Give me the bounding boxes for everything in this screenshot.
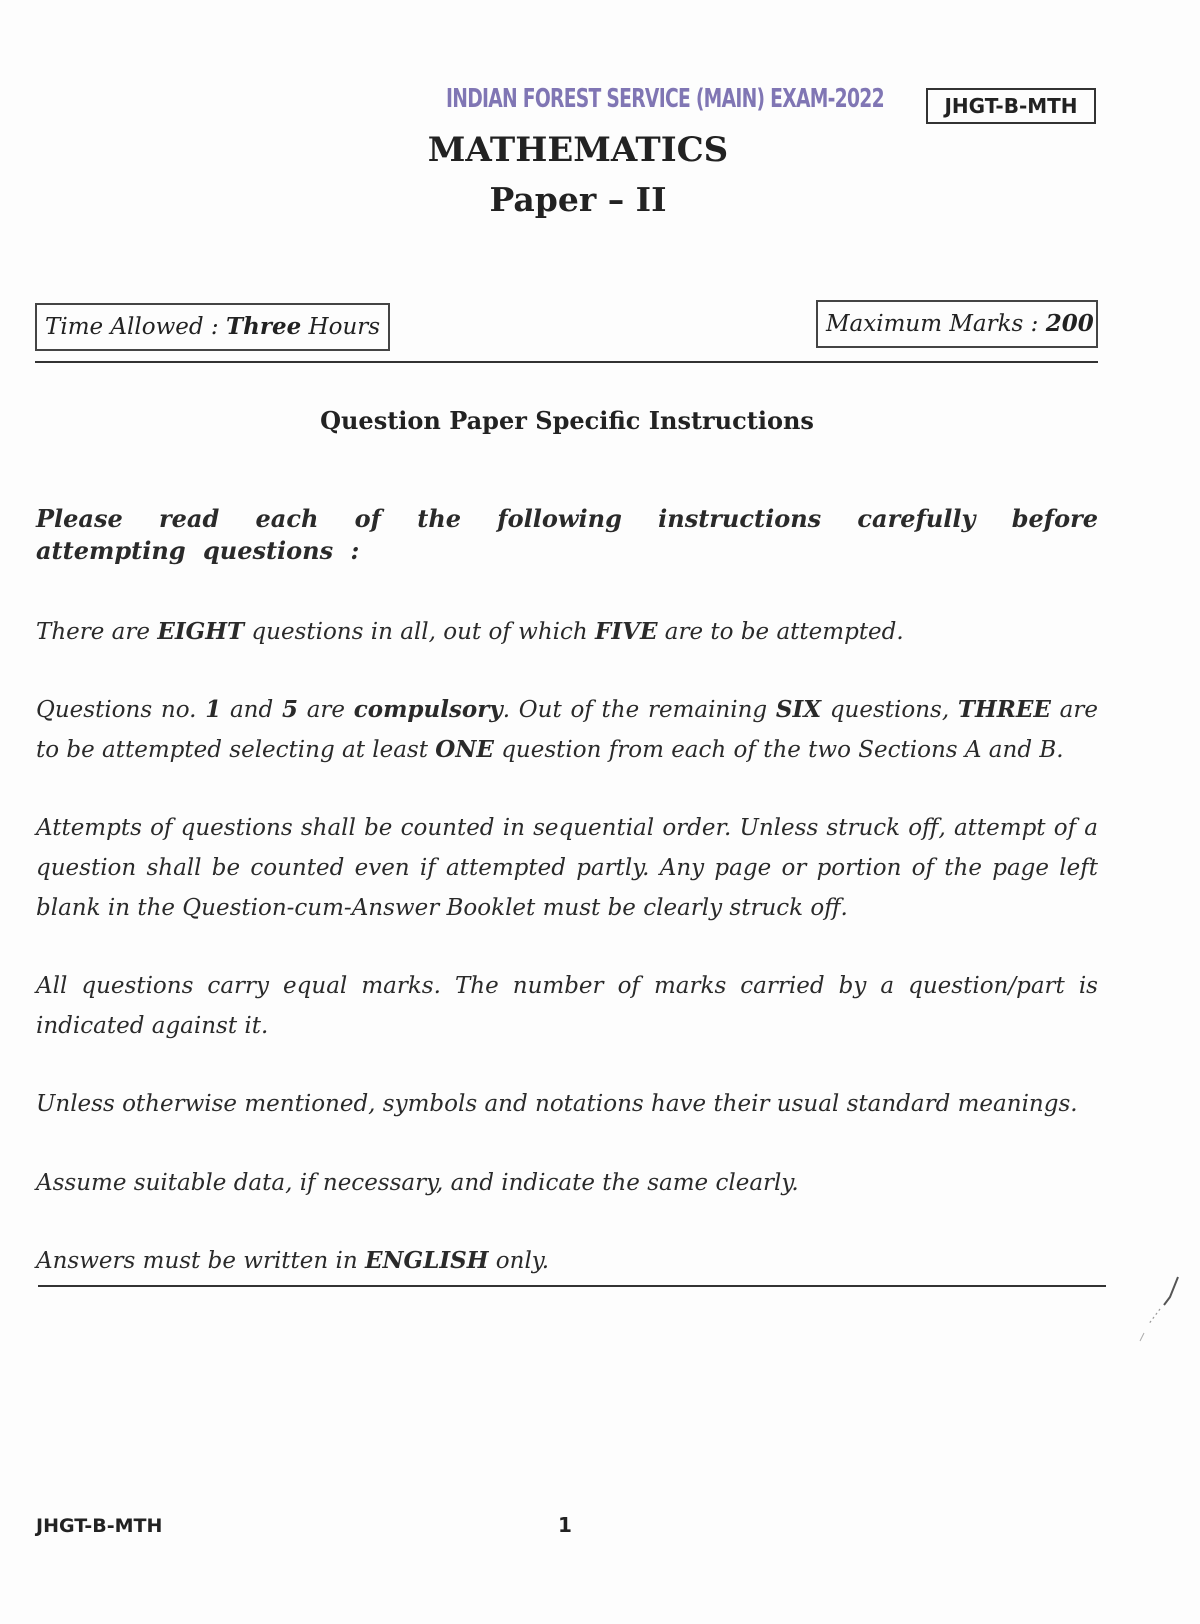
- instruction-attempt-order: Attempts of questions shall be counted in sequential order. Unless struck off, attempt of a question shall be counted even if attempted partly. Any page or portion of the page left blank in the Question-cum-Answer Booklet must be clearly struck off.: [36, 815, 1098, 921]
- instruction-language: Answers must be written in ENGLISH only.: [36, 1247, 550, 1274]
- instruction-notations: Unless otherwise mentioned, symbols and notations have their usual standard meanings.: [36, 1091, 1078, 1117]
- time-allowed-box: [35, 303, 390, 351]
- marks-label: Maximum Marks :: [826, 311, 1046, 337]
- paper-title: Paper – II: [489, 180, 667, 219]
- bottom-divider: [38, 1285, 1106, 1287]
- time-value: Three: [226, 313, 302, 340]
- instruction-suitable-data: Assume suitable data, if necessary, and indicate the same clearly.: [36, 1170, 799, 1196]
- maximum-marks-box: [816, 300, 1098, 348]
- instructions-lead: Please read each of the following instructions carefully before attempting questions :: [36, 504, 1098, 565]
- instruction-equal-marks: All questions carry equal marks. The number of marks carried by a question/part is indicated against it.: [36, 973, 1098, 1039]
- page-number: 1: [558, 1513, 572, 1537]
- instruction-compulsory: Questions no. 1 and 5 are compulsory. Out of the remaining SIX questions, THREE are to be attempted selecting at least ONE question from each of the two Sections A and B.: [36, 696, 1098, 763]
- time-label: Time Allowed :: [45, 314, 226, 340]
- exam-stamp: INDIAN FOREST SERVICE (MAIN) EXAM-2022: [446, 84, 884, 114]
- paper-code-box: JHGT-B-MTH: [926, 88, 1096, 124]
- subject-title: MATHEMATICS: [427, 130, 729, 170]
- marks-value: 200: [1045, 310, 1094, 337]
- top-divider: [35, 361, 1098, 363]
- instruction-question-count: There are EIGHT questions in all, out of which FIVE are to be attempted.: [36, 618, 904, 645]
- pen-mark: [1130, 1275, 1190, 1355]
- time-unit: Hours: [301, 314, 381, 340]
- footer-paper-code: JHGT-B-MTH: [36, 1515, 163, 1537]
- instructions-heading: Question Paper Specific Instructions: [320, 406, 814, 435]
